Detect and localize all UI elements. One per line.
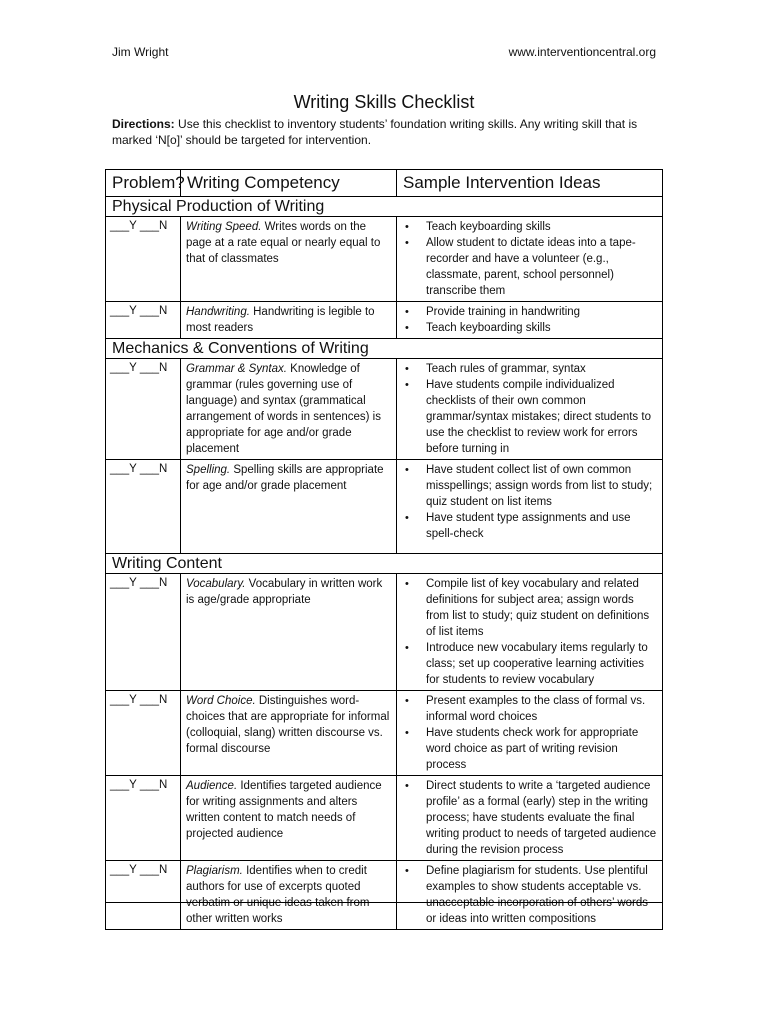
skill-description: Writes words on the page at a rate equal or nearly equal to that of classmates — [186, 221, 381, 265]
table-row — [106, 691, 663, 776]
intervention-ideas-cell — [397, 460, 663, 554]
section-header-row — [106, 197, 663, 217]
yes-no-checkbox-field[interactable]: ___Y ___N — [106, 691, 181, 776]
ideas-list — [403, 576, 658, 688]
page-bottom-edge — [105, 902, 662, 903]
table-row — [106, 302, 663, 339]
competency-cell — [181, 359, 397, 460]
table-row — [106, 460, 663, 554]
skill-name: Vocabulary. — [186, 578, 246, 590]
ideas-list — [403, 863, 658, 927]
skill-description: Spelling skills are appropriate for age and/or grade placement — [186, 464, 384, 492]
table-row — [106, 359, 663, 460]
table-row — [106, 776, 663, 861]
skill-description: Handwriting is legible to most readers — [186, 306, 375, 334]
competency-cell — [181, 691, 397, 776]
list-item: • Teach rules of grammar, syntax — [403, 361, 658, 377]
section-header-row — [106, 554, 663, 574]
table-row — [106, 217, 663, 302]
skill-description: Knowledge of grammar (rules governing use of language) and syntax (grammatical arrangement of words in sentences) is appropriate for age and/or grade placement — [186, 363, 381, 455]
ideas-list — [403, 462, 658, 542]
page-title: Writing Skills Checklist — [293, 92, 475, 112]
ideas-list — [403, 361, 658, 457]
skill-description: Identifies when to credit authors for use of excerpts quoted verbatim or unique ideas taken from other written works — [186, 865, 370, 925]
intervention-ideas-cell — [397, 359, 663, 460]
list-item: • Introduce new vocabulary items regularly to class; set up cooperative learning activities for students to review vocabulary — [403, 640, 658, 688]
skill-description: Identifies targeted audience for writing assignments and alters written content to match needs of projected audience — [186, 780, 382, 840]
intervention-ideas-cell — [397, 574, 663, 691]
competency-cell — [181, 460, 397, 554]
skill-description: Vocabulary in written work is age/grade appropriate — [186, 578, 383, 606]
competency-cell — [181, 776, 397, 861]
intervention-ideas-cell — [397, 302, 663, 339]
skill-name: Grammar & Syntax. — [186, 363, 287, 375]
ideas-list — [403, 219, 658, 299]
column-header-problem: Problem? — [106, 170, 181, 197]
competency-cell — [181, 574, 397, 691]
writing-skills-table — [105, 169, 663, 930]
yes-no-checkbox-field[interactable]: ___Y ___N — [106, 217, 181, 302]
list-item: • Present examples to the class of formal vs. informal word choices — [403, 693, 658, 725]
table-row — [106, 574, 663, 691]
skill-name: Writing Speed. — [186, 221, 262, 233]
table-header-row — [106, 170, 663, 197]
list-item: • Allow student to dictate ideas into a tape-recorder and have a volunteer (e.g., classmate, parent, school personnel) transcribe them — [403, 235, 658, 299]
competency-cell — [181, 861, 397, 930]
website-url: www.interventioncentral.org — [508, 45, 656, 59]
yes-no-checkbox-field[interactable]: ___Y ___N — [106, 861, 181, 930]
skill-name: Handwriting. — [186, 306, 250, 318]
section-header-row — [106, 339, 663, 359]
yes-no-checkbox-field[interactable]: ___Y ___N — [106, 460, 181, 554]
intervention-ideas-cell — [397, 776, 663, 861]
section-title: Physical Production of Writing — [106, 197, 663, 217]
column-header-ideas: Sample Intervention Ideas — [397, 170, 663, 197]
list-item: • Have students check work for appropriate word choice as part of writing revision process — [403, 725, 658, 773]
skill-name: Audience. — [186, 780, 238, 792]
intervention-ideas-cell — [397, 691, 663, 776]
directions — [112, 116, 662, 148]
list-item: • Have student collect list of own common misspellings; assign words from list to study; quiz student on list items — [403, 462, 658, 510]
table-body — [106, 197, 663, 930]
yes-no-checkbox-field[interactable]: ___Y ___N — [106, 302, 181, 339]
list-item: • Provide training in handwriting — [403, 304, 658, 320]
ideas-list — [403, 778, 658, 858]
intervention-ideas-cell — [397, 217, 663, 302]
list-item: • Compile list of key vocabulary and related definitions for subject area; assign words from list to study; quiz student on definitions of list items — [403, 576, 658, 640]
section-title: Writing Content — [106, 554, 663, 574]
skill-name: Word Choice. — [186, 695, 256, 707]
skill-name: Spelling. — [186, 464, 231, 476]
yes-no-checkbox-field[interactable]: ___Y ___N — [106, 574, 181, 691]
yes-no-checkbox-field[interactable]: ___Y ___N — [106, 359, 181, 460]
author-name: Jim Wright — [112, 45, 169, 59]
competency-cell — [181, 302, 397, 339]
directions-label: Directions: — [112, 117, 175, 131]
directions-text: Use this checklist to inventory students’ foundation writing skills. Any writing skill that is marked ‘N[o]’ should be targeted for intervention. — [112, 117, 638, 147]
skill-description: Distinguishes word-choices that are appropriate for informal (colloquial, slang) written discourse vs. formal discourse — [186, 695, 390, 755]
ideas-list — [403, 693, 658, 773]
list-item: • Direct students to write a ‘targeted audience profile’ as a formal (early) step in the writing process; have students evaluate the final writing product to needs of targeted audience during the revision process — [403, 778, 658, 858]
list-item: • Teach keyboarding skills — [403, 320, 658, 336]
yes-no-checkbox-field[interactable]: ___Y ___N — [106, 776, 181, 861]
skill-name: Plagiarism. — [186, 865, 243, 877]
table-row — [106, 861, 663, 930]
competency-cell — [181, 217, 397, 302]
list-item: • Have students compile individualized checklists of their own common grammar/syntax mistakes; direct students to use the checklist to review work for errors before turning in — [403, 377, 658, 457]
section-title: Mechanics & Conventions of Writing — [106, 339, 663, 359]
intervention-ideas-cell — [397, 861, 663, 930]
list-item: • Define plagiarism for students. Use plentiful examples to show students acceptable vs. unacceptable incorporation of others’ words or ideas into written compositions — [403, 863, 658, 927]
column-header-competency: Writing Competency — [181, 170, 397, 197]
ideas-list — [403, 304, 658, 336]
list-item: • Teach keyboarding skills — [403, 219, 658, 235]
list-item: • Have student type assignments and use spell-check — [403, 510, 658, 542]
